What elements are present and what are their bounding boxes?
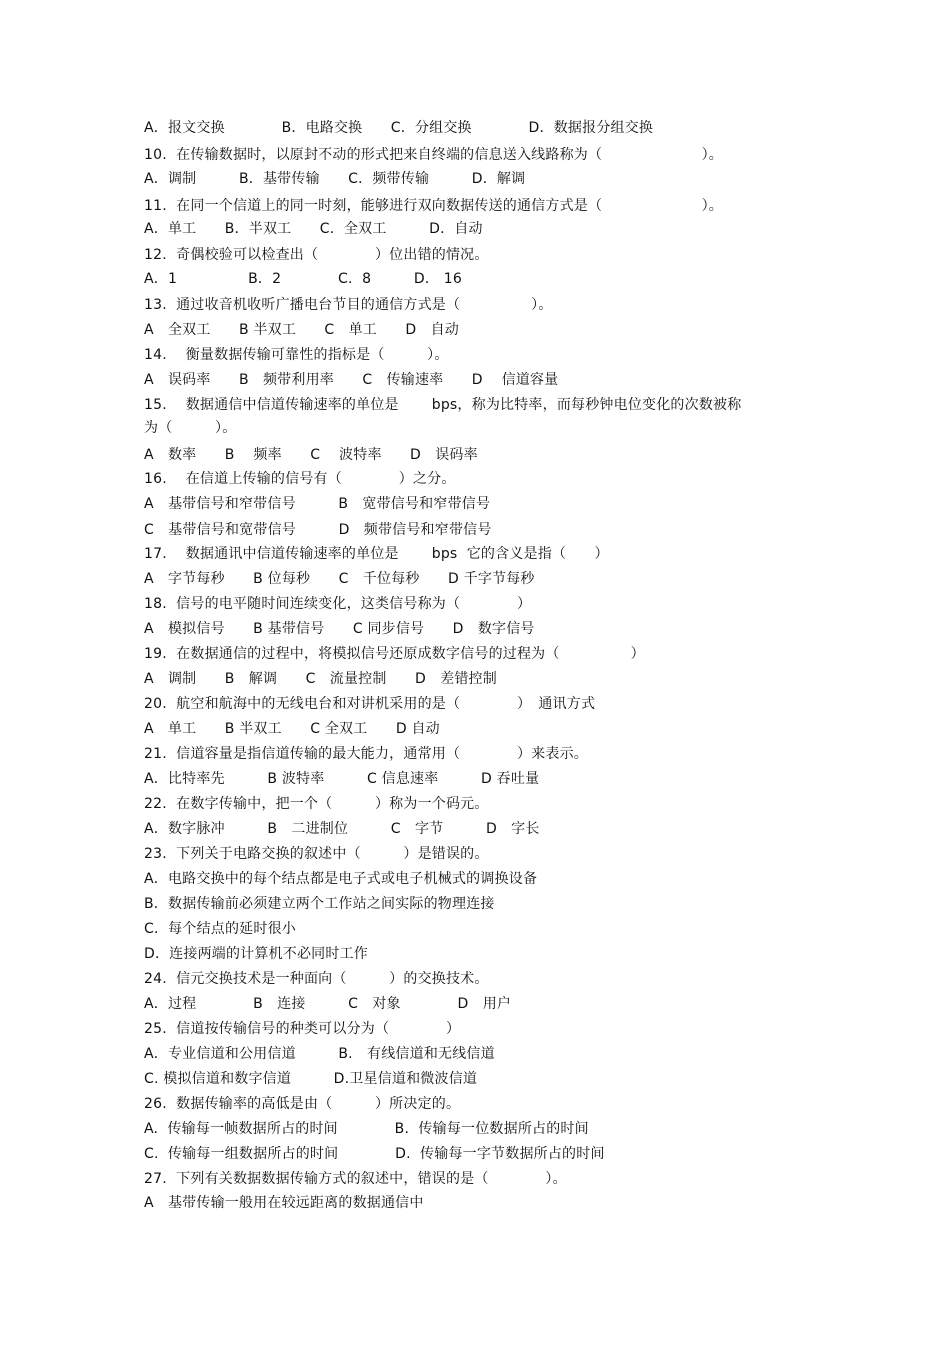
- text-line: A 基带信号和窄带信号 B 宽带信号和窄带信号: [144, 496, 491, 512]
- question-26: 26. 数据传输率的高低是由（ ）所决定的。: [144, 1096, 461, 1112]
- question-21: 21. 信道容量是指信道传输的最大能力，通常用（ ）来表示。: [144, 746, 588, 762]
- text-line: A 数率 B 频率 C 波特率 D 误码率: [144, 447, 478, 463]
- text-line: C．每个结点的延时很小: [144, 921, 296, 937]
- text-line: C 基带信号和宽带信号 D 频带信号和窄带信号: [144, 522, 492, 538]
- text-line: A．过程 B 连接 C 对象 D 用户: [144, 996, 512, 1012]
- text-line: C. 传输每一组数据所占的时间 D. 传输每一字节数据所占的时间: [144, 1146, 605, 1162]
- text-line: A 全双工 B 半双工 C 单工 D 自动: [144, 322, 459, 338]
- text-line: D．连接两端的计算机不必同时工作: [144, 946, 368, 962]
- question-22: 22. 在数字传输中，把一个（ ）称为一个码元。: [144, 796, 489, 812]
- text-line: A．报文交换 B．电路交换 C．分组交换 D．数据报分组交换: [144, 120, 654, 136]
- question-10: 10. 在传输数据时，以原封不动的形式把来自终端的信息送入线路称为（ ）。: [144, 147, 723, 163]
- question-20: 20. 航空和航海中的无线电台和对讲机采用的是（ ） 通讯方式: [144, 696, 596, 712]
- question-11: 11. 在同一个信道上的同一时刻，能够进行双向数据传送的通信方式是（ ）。: [144, 198, 723, 214]
- text-line: A．单工 B．半双工 C．全双工 D．自动: [144, 221, 483, 237]
- question-24: 24. 信元交换技术是一种面向（ ）的交换技术。: [144, 971, 489, 987]
- text-line: A 基带传输一般用在较远距离的数据通信中: [144, 1195, 424, 1211]
- text-line: A 调制 B 解调 C 流量控制 D 差错控制: [144, 671, 497, 687]
- text-line: C. 模拟信道和数字信道 D.卫星信道和微波信道: [144, 1071, 478, 1087]
- question-19: 19. 在数据通信的过程中，将模拟信号还原成数字信号的过程为（ ）: [144, 646, 645, 662]
- text-line: A．调制 B．基带传输 C．频带传输 D．解调: [144, 171, 526, 187]
- text-line: A 误码率 B 频带利用率 C 传输速率 D 信道容量: [144, 372, 559, 388]
- question-16: 16. 在信道上传输的信号有（ ）之分。: [144, 471, 456, 487]
- question-17: 17. 数据通讯中信道传输速率的单位是 bps 它的含义是指（ ）: [144, 546, 609, 562]
- text-line: A 单工 B 半双工 C 全双工 D 自动: [144, 721, 440, 737]
- text-line: A. 传输每一帧数据所占的时间 B. 传输每一位数据所占的时间: [144, 1121, 589, 1137]
- text-line: A．专业信道和公用信道 B. 有线信道和无线信道: [144, 1046, 495, 1062]
- text-line: A．1 B．2 C．8 D． 16: [144, 271, 462, 287]
- text-line: A 模拟信号 B 基带信号 C 同步信号 D 数字信号: [144, 621, 535, 637]
- question-14: 14. 衡量数据传输可靠性的指标是（ ）。: [144, 347, 449, 363]
- text-line: 为（ ）。: [144, 420, 237, 436]
- text-line: A．比特率先 B 波特率 C 信息速率 D 吞吐量: [144, 771, 540, 787]
- question-18: 18. 信号的电平随时间连续变化，这类信号称为（ ）: [144, 596, 532, 612]
- question-15: 15. 数据通信中信道传输速率的单位是 bps，称为比特率，而每秒钟电位变化的次数被称: [144, 397, 742, 413]
- question-23: 23. 下列关于电路交换的叙述中（ ）是错误的。: [144, 846, 489, 862]
- question-13: 13. 通过收音机收听广播电台节目的通信方式是（ ）。: [144, 297, 553, 313]
- text-line: B．数据传输前必须建立两个工作站之间实际的物理连接: [144, 896, 495, 912]
- text-line: A．电路交换中的每个结点都是电子式或电子机械式的调换设备: [144, 871, 538, 887]
- text-line: A 字节每秒 B 位每秒 C 千位每秒 D 千字节每秒: [144, 571, 535, 587]
- text-line: A．数字脉冲 B 二进制位 C 字节 D 字长: [144, 821, 540, 837]
- question-27: 27. 下列有关数据数据传输方式的叙述中，错误的是（ ）。: [144, 1171, 567, 1187]
- question-12: 12. 奇偶校验可以检查出（ ）位出错的情况。: [144, 247, 489, 263]
- question-25: 25. 信道按传输信号的种类可以分为（ ）: [144, 1021, 461, 1037]
